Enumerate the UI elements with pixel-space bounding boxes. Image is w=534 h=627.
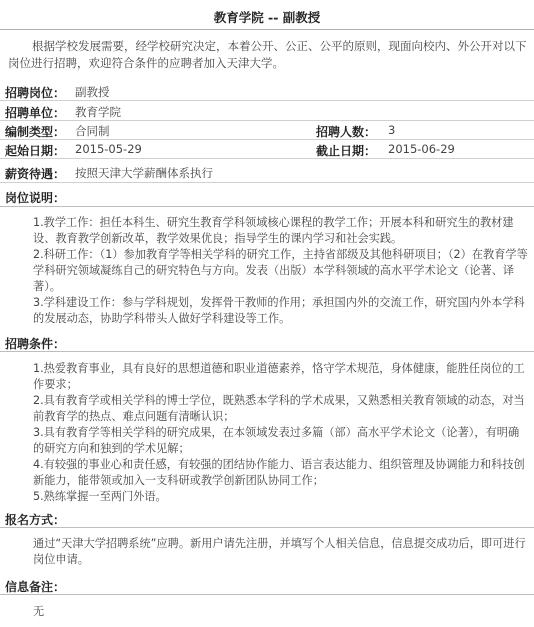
notes-title: 信息备注： (5, 580, 66, 594)
duty-item: 3.学科建设工作：参与学科规划，发挥骨干教师的作用；承担国内外的交流工作，研究国内外本学科的发展动态，协助学科带头人做好学科建设等工作。 (33, 296, 525, 325)
notes-text: 无 (33, 605, 45, 618)
requirement-item: 5.熟练掌握一至两门外语。 (33, 490, 167, 503)
requirements-title: 招聘条件： (5, 337, 66, 351)
requirements-content (33, 361, 529, 505)
staffing-type-value: 合同制 (75, 124, 110, 138)
section-divider (0, 527, 534, 528)
requirement-item: 2.具有教育学或相关学科的博士学位，既熟悉本学科的学术成果，又熟悉相关教育领域的动态，对当前教育学的热点、难点问题有清晰认识； (33, 394, 525, 423)
position-value: 副教授 (75, 85, 110, 99)
staffing-type-label: 编制类型： (5, 125, 66, 139)
row-divider (0, 139, 534, 140)
application-title: 报名方式： (5, 513, 66, 527)
start-date-label: 起始日期： (5, 144, 66, 158)
requirement-item: 3.具有教育学等相关学科的研究成果，在本领域发表过多篇（部）高水平学术论文（论著），有明确的研究方向和独到的学术见解； (33, 426, 520, 455)
end-date-value: 2015-06-29 (388, 142, 455, 156)
section-divider (0, 206, 534, 207)
title-divider (0, 29, 534, 30)
position-label: 招聘岗位： (5, 86, 66, 100)
page-title: 教育学院 -- 副教授 (213, 10, 321, 25)
duties-content (33, 215, 529, 327)
salary-label: 薪资待遇： (5, 167, 66, 181)
headcount-label: 招聘人数： (316, 125, 377, 139)
start-date-value: 2015-05-29 (75, 142, 142, 156)
section-divider (0, 351, 534, 352)
salary-value: 按照天津大学薪酬体系执行 (75, 166, 213, 180)
unit-label: 招聘单位： (5, 106, 66, 120)
row-divider (0, 182, 534, 183)
unit-value: 教育学院 (75, 105, 121, 119)
row-divider (0, 120, 534, 121)
section-divider (0, 594, 534, 595)
headcount-value: 3 (388, 123, 396, 137)
requirement-item: 4.有较强的事业心和责任感，有较强的团结协作能力、语言表达能力、组织管理及协调能力和科技创新能力，能带领或加入一支科研或教学创新团队协同工作； (33, 458, 525, 487)
duty-item: 1.教学工作：担任本科生、研究生教育学科领域核心课程的教学工作；开展本科和研究生的教材建设、教育教学创新改革，教学效果优良；指导学生的课内学习和社会实践。 (33, 216, 514, 245)
intro-text: 根据学校发展需要，经学校研究决定，本着公开、公正、公平的原则，现面向校内、外公开对以下岗位进行招聘，欢迎符合条件的应聘者加入天津大学。 (8, 39, 527, 70)
application-text: 通过“天津大学招聘系统”应聘。新用户请先注册，并填写个人相关信息，信息提交成功后，即可进行岗位申请。 (33, 537, 526, 566)
row-divider (0, 158, 534, 159)
duty-item: 2.科研工作：（1）参加教育学等相关学科的研究工作，主持省部级及其他科研项目；（2）在教育学等学科研究领域凝练自己的研究特色与方向。发表（出版）本学科领域的高水平学术论文（论著、译著）。 (33, 248, 528, 293)
requirement-item: 1.热爱教育事业，具有良好的思想道德和职业道德素养，恪守学术规范，身体健康，能胜任岗位的工作要求； (33, 362, 525, 391)
row-divider (0, 100, 534, 101)
end-date-label: 截止日期： (316, 144, 377, 158)
duties-title: 岗位说明： (5, 191, 66, 205)
